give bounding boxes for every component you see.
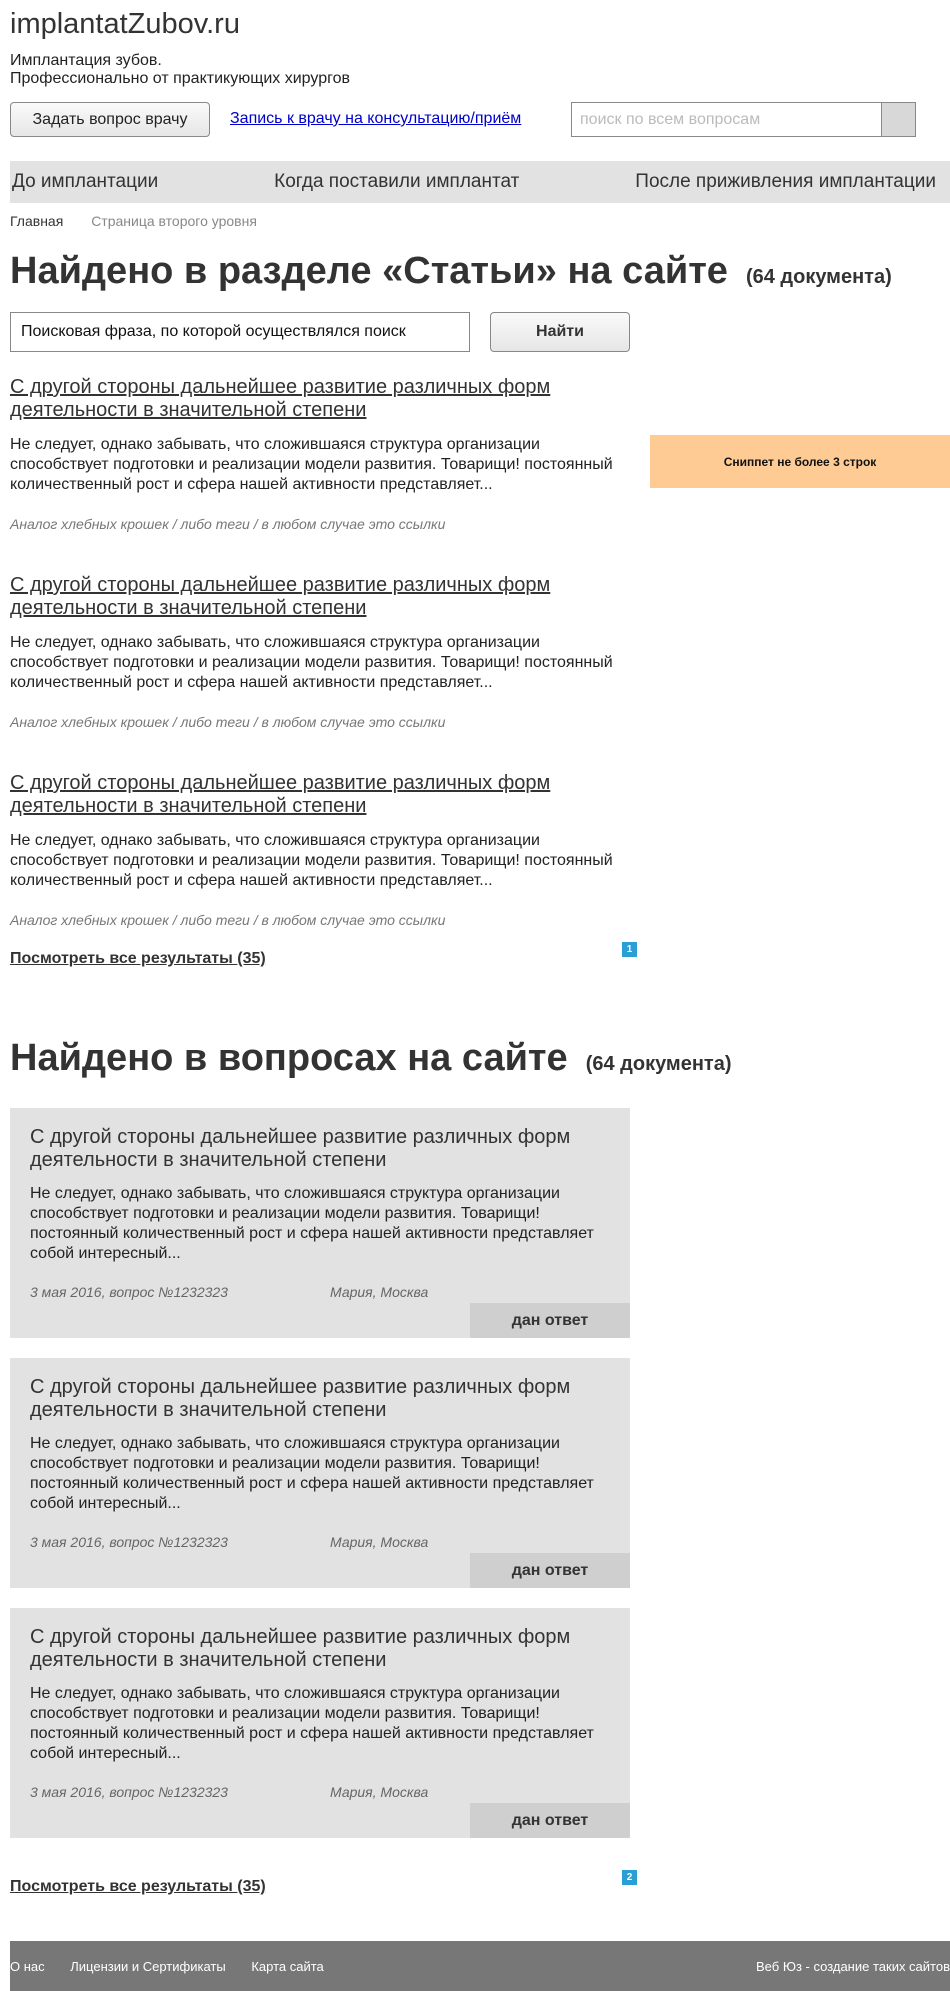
question-author: Мария, Москва [330,1284,429,1300]
article-tags[interactable]: Аналог хлебных крошек / либо теги / в любом случае это ссылки [10,516,446,532]
nav-item-implant-installed[interactable]: Когда поставили имплантат [274,171,520,192]
footer-links [10,1959,346,1974]
question-title[interactable]: С другой стороны дальнейшее развитие различных форм деятельности в значительной степени [30,1626,571,1671]
footer-link-sitemap[interactable]: Карта сайта [251,1958,324,1974]
site-search [571,102,916,137]
footer [10,1941,950,1991]
nav-item-before-implant[interactable]: До имплантации [12,171,159,192]
search-button[interactable] [881,103,915,136]
see-all-questions-link[interactable]: Посмотреть все результаты (35) [10,1878,266,1895]
articles-heading-text: Найдено в разделе «Статьи» на сайте [10,250,728,292]
site-title[interactable]: implantatZubov.ru [10,8,240,40]
breadcrumb-current: Страница второго уровня [91,213,257,229]
answered-badge[interactable]: дан ответ [470,1553,630,1588]
article-result [10,376,630,532]
question-date: 3 мая 2016, вопрос №1232323 [30,1284,228,1300]
article-title-link[interactable]: С другой стороны дальнейшее развитие различных форм деятельности в значительной степени [10,376,551,421]
article-snippet: Не следует, однако забывать, что сложившаяся структура организации способствует подготовки и реализации модели развития. Товарищи! постоянный количественный рост и сфера нашей активности представляет... [10,634,613,691]
question-author: Мария, Москва [330,1534,429,1550]
question-snippet: Не следует, однако забывать, что сложившаяся структура организации способствует подготовки и реализации модели развития. Товарищи! постоянный количественный рост и сфера нашей активности представляет собой интересный... [30,1435,594,1512]
question-date: 3 мая 2016, вопрос №1232323 [30,1534,228,1550]
article-result [10,772,630,928]
snippet-note: Сниппет не более 3 строк [650,435,950,488]
question-title[interactable]: С другой стороны дальнейшее развитие различных форм деятельности в значительной степени [30,1126,571,1171]
question-author: Мария, Москва [330,1784,429,1800]
page-badge-1: 1 [622,942,637,957]
breadcrumb [10,213,257,229]
question-snippet: Не следует, однако забывать, что сложившаяся структура организации способствует подготовки и реализации модели развития. Товарищи! постоянный количественный рост и сфера нашей активности представляет собой интересный... [30,1185,594,1262]
page-badge-2: 2 [622,1870,637,1885]
answered-badge[interactable]: дан ответ [470,1303,630,1338]
articles-heading [10,250,892,293]
footer-link-licenses[interactable]: Лицензии и Сертификаты [70,1958,226,1974]
search-phrase-input[interactable]: Поисковая фраза, по которой осуществлялся поиск [10,312,470,352]
appointment-link[interactable]: Запись к врачу на консультацию/приём [230,110,522,127]
questions-heading-text: Найдено в вопросах на сайте [10,1037,568,1079]
question-card[interactable] [10,1358,630,1588]
questions-heading [10,1037,732,1080]
footer-credit[interactable]: Веб Юз - создание таких сайтов [756,1958,950,1974]
find-button[interactable]: Найти [490,312,630,352]
tagline-line-2: Профессионально от практикующих хирургов [10,70,350,87]
footer-link-about[interactable]: О нас [10,1958,45,1974]
search-input[interactable] [572,103,881,136]
question-title[interactable]: С другой стороны дальнейшее развитие различных форм деятельности в значительной степени [30,1376,571,1421]
article-snippet: Не следует, однако забывать, что сложившаяся структура организации способствует подготовки и реализации модели развития. Товарищи! постоянный количественный рост и сфера нашей активности представляет... [10,436,613,493]
breadcrumb-home[interactable]: Главная [10,213,64,229]
article-title-link[interactable]: С другой стороны дальнейшее развитие различных форм деятельности в значительной степени [10,574,551,619]
article-tags[interactable]: Аналог хлебных крошек / либо теги / в любом случае это ссылки [10,714,446,730]
question-snippet: Не следует, однако забывать, что сложившаяся структура организации способствует подготовки и реализации модели развития. Товарищи! постоянный количественный рост и сфера нашей активности представляет собой интересный... [30,1685,594,1762]
question-card[interactable] [10,1108,630,1338]
questions-count: (64 документа) [585,1053,732,1075]
answered-badge[interactable]: дан ответ [470,1803,630,1838]
tagline-line-1: Имплантация зубов. [10,52,162,69]
article-tags[interactable]: Аналог хлебных крошек / либо теги / в любом случае это ссылки [10,912,446,928]
article-title-link[interactable]: С другой стороны дальнейшее развитие различных форм деятельности в значительной степени [10,772,551,817]
article-result [10,574,630,730]
articles-count: (64 документа) [745,266,892,288]
see-all-articles-link[interactable]: Посмотреть все результаты (35) [10,950,266,967]
main-nav [10,161,950,203]
nav-item-after-implant[interactable]: После приживления имплантации [635,171,936,192]
ask-doctor-button[interactable]: Задать вопрос врачу [10,102,210,137]
question-card[interactable] [10,1608,630,1838]
tagline [10,52,350,88]
article-snippet: Не следует, однако забывать, что сложившаяся структура организации способствует подготовки и реализации модели развития. Товарищи! постоянный количественный рост и сфера нашей активности представляет... [10,832,613,889]
question-date: 3 мая 2016, вопрос №1232323 [30,1784,228,1800]
